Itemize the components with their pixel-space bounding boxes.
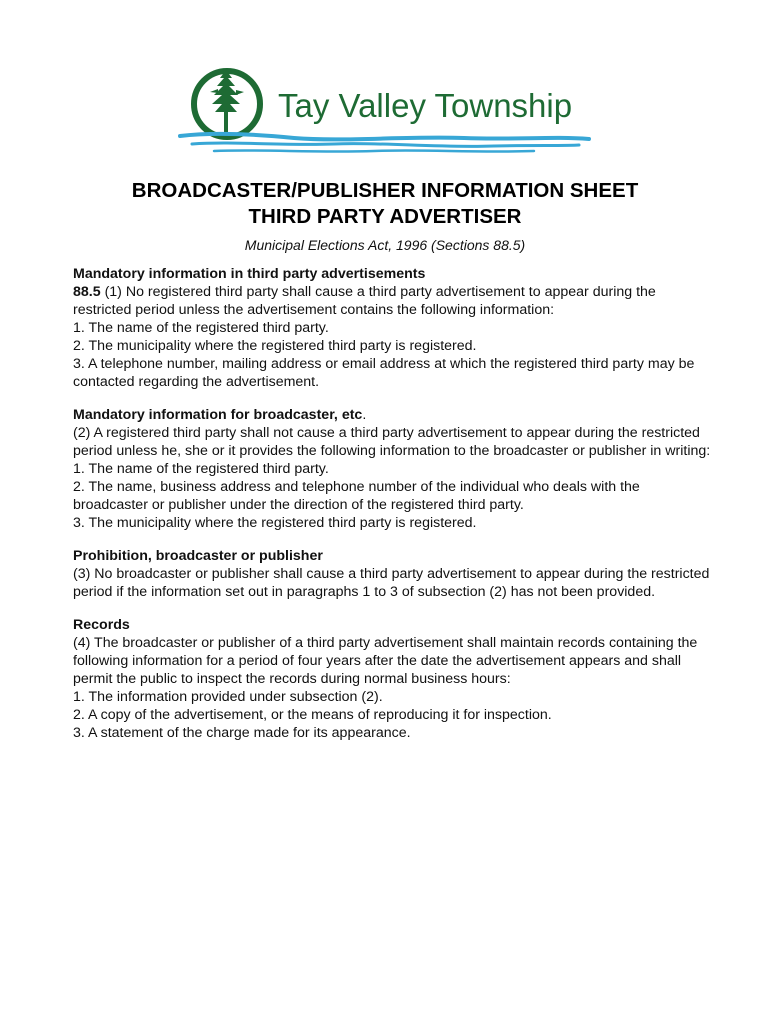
section-paragraph: (3) No broadcaster or publisher shall cause a third party advertisement to appear during the restricted period if the information set out in paragraphs 1 to 3 of subsection (2) has not been provided. <box>73 566 710 600</box>
list-item: 1. The name of the registered third party. <box>73 320 329 336</box>
list-item: 3. A statement of the charge made for its appearance. <box>73 725 411 741</box>
heading-text: Mandatory information for broadcaster, etc <box>73 407 363 423</box>
section-heading: Prohibition, broadcaster or publisher <box>73 548 323 564</box>
section-heading <box>73 406 713 424</box>
list-item: 1. The information provided under subsection (2). <box>73 689 383 705</box>
list-item: 2. The municipality where the registered third party is registered. <box>73 338 477 354</box>
requirements-list <box>73 460 713 532</box>
list-item: 3. A telephone number, mailing address or email address at which the registered third party may be contacted regarding the advertisement. <box>73 356 695 390</box>
heading-suffix: . <box>362 407 367 423</box>
paragraph-text: (1) No registered third party shall cause a third party advertisement to appear during the restricted period unless the advertisement contains the following information: <box>73 284 656 318</box>
township-logo <box>174 62 594 158</box>
list-item: 2. A copy of the advertisement, or the means of reproducing it for inspection. <box>73 707 552 723</box>
section-mandatory-info-ads <box>73 265 713 391</box>
section-records <box>73 616 713 742</box>
township-logo-graphic <box>174 62 594 158</box>
requirements-list <box>73 688 713 742</box>
list-item: 1. The name of the registered third party. <box>73 461 329 477</box>
section-heading: Mandatory information in third party advertisements <box>73 266 426 282</box>
section-paragraph <box>73 283 713 319</box>
list-item: 2. The name, business address and telephone number of the individual who deals with the broadcaster or publisher under the direction of the registered third party. <box>73 479 640 513</box>
title-line-2: THIRD PARTY ADVERTISER <box>248 205 522 228</box>
section-paragraph: (4) The broadcaster or publisher of a third party advertisement shall maintain records containing the following information for a period of four years after the date the advertisement appears and shall permit the public to inspect the records during normal business hours: <box>73 635 698 687</box>
section-prohibition <box>73 547 713 601</box>
section-heading: Records <box>73 617 130 633</box>
list-item: 3. The municipality where the registered third party is registered. <box>73 515 477 531</box>
title-line-1: BROADCASTER/PUBLISHER INFORMATION SHEET <box>131 179 639 202</box>
section-number: 88.5 <box>73 284 101 300</box>
logo-wordmark: Tay Valley Township <box>278 87 573 124</box>
subtitle: Municipal Elections Act, 1996 (Sections 88.5) <box>244 237 526 253</box>
section-mandatory-info-broadcaster <box>73 406 713 532</box>
document-header <box>0 178 770 255</box>
document-body <box>73 265 713 757</box>
pine-tree-icon <box>210 70 244 132</box>
requirements-list <box>73 319 713 391</box>
section-paragraph: (2) A registered third party shall not cause a third party advertisement to appear during the restricted period unless he, she or it provides the following information to the broadcaster or publisher in writing: <box>73 425 711 459</box>
